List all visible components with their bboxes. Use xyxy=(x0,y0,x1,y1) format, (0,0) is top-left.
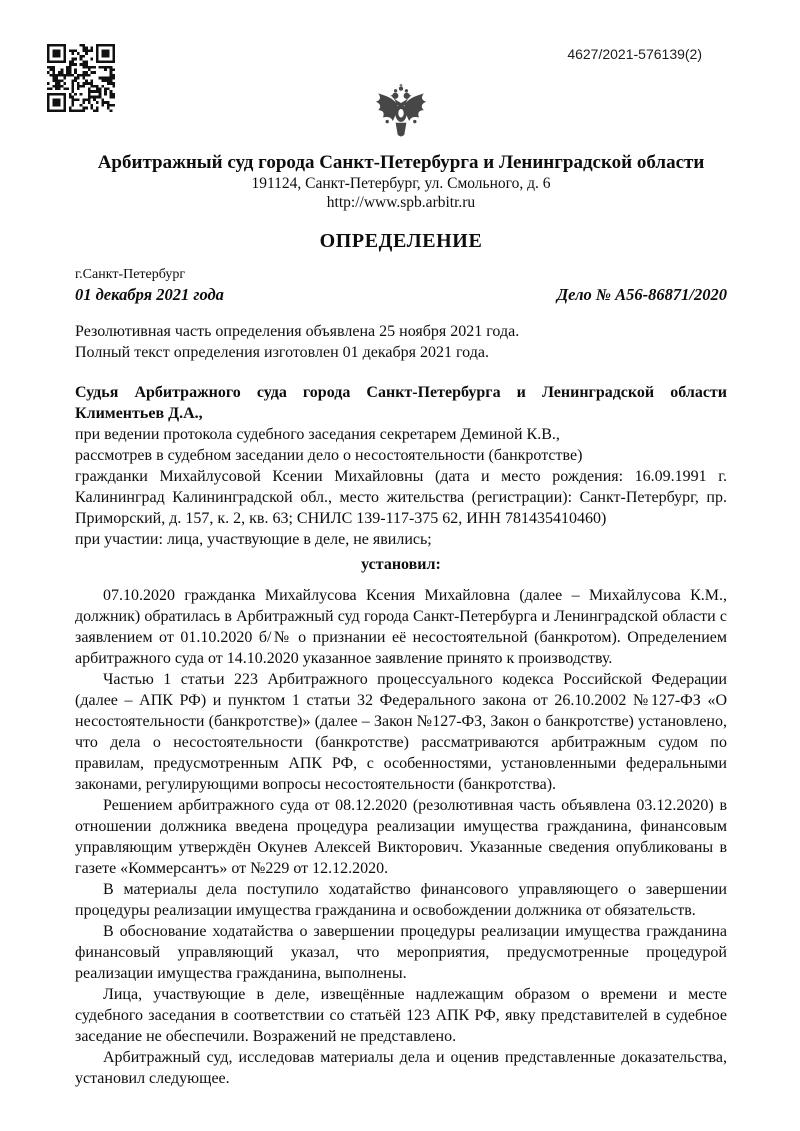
full-text-date-line: Полный текст определения изготовлен 01 декабря 2021 года. xyxy=(75,344,489,361)
document-body xyxy=(75,585,727,1089)
case-subject-line: рассмотрев в судебном заседании дело о несостоятельности (банкротстве) xyxy=(75,447,583,464)
resolutive-part-date-line: Резолютивная часть определения объявлена 25 ноября 2021 года. xyxy=(75,323,520,340)
resolution-heading: установил: xyxy=(361,556,441,573)
court-website: http://www.spb.arbitr.ru xyxy=(326,194,476,211)
court-name: Арбитражный суд города Санкт-Петербурга и Ленинградской области xyxy=(97,152,705,173)
body-paragraph: Лица, участвующие в деле, извещённые надлежащим образом о времени и месте судебного заседания в соответствии со статьёй 123 АПК РФ, явку представителей в судебное заседание не обеспечили. Возражений не представлено. xyxy=(75,986,727,1045)
coat-of-arms-icon xyxy=(369,82,433,148)
attendance-line: при участии: лица, участвующие в деле, не явились; xyxy=(75,531,432,548)
body-paragraph: 07.10.2020 гражданка Михайлусова Ксения Михайловна (далее – Михайлусова К.М., должник) обратилась в Арбитражный суд города Санкт-Петербурга и Ленинградской области с заявлением от 01.10.2020 б/№ о признании её несостоятельной (банкротом). Определением арбитражного суда от 14.10.2020 указанное заявление принято к производству. xyxy=(75,587,727,667)
qr-code-image xyxy=(47,44,115,112)
city-label: г.Санкт-Петербург xyxy=(75,267,186,282)
case-number: Дело № А56-86871/2020 xyxy=(556,285,727,304)
body-paragraph: Арбитражный суд, исследовав материалы дела и оценив представленные доказательства, установил следующее. xyxy=(75,1049,727,1087)
document-title: ОПРЕДЕЛЕНИЕ xyxy=(319,230,483,252)
body-paragraph: Решением арбитражного суда от 08.12.2020 (резолютивная часть объявлена 03.12.2020) в отношении должника введена процедура реализации имущества гражданина, финансовым управляющим утверждён Окунев Алексей Викторович. Указанные сведения опубликованы в газете «Коммерсантъ» от №229 от 12.12.2020. xyxy=(75,797,727,877)
secretary-line: при ведении протокола судебного заседания секретарем Деминой К.В., xyxy=(75,426,560,443)
body-paragraph: В материалы дела поступило ходатайство финансового управляющего о завершении процедуры реализации имущества гражданина и освобождении должника от обязательств. xyxy=(75,881,727,919)
document-registry-number: 4627/2021-576139(2) xyxy=(567,46,702,62)
body-paragraph: Частью 1 статьи 223 Арбитражного процессуального кодекса Российской Федерации (далее – АПК РФ) и пунктом 1 статьи 32 Федерального закона от 26.10.2002 №127-ФЗ «О несостоятельности (банкротстве)» (далее – Закон №127-ФЗ, Закон о банкротстве) установлено, что дела о несостоятельности (банкротстве) рассматриваются арбитражным судом по правилам, предусмотренным АПК РФ, с особенностями, установленными федеральными законами, регулирующими вопросы несостоятельности (банкротства). xyxy=(75,671,727,793)
decision-date: 01 декабря 2021 года xyxy=(75,285,224,304)
body-paragraph: В обоснование ходатайства о завершении процедуры реализации имущества гражданина финансовый управляющий указал, что мероприятия, предусмотренные процедурой реализации имущества гражданина, выполнены. xyxy=(75,923,727,982)
judge-line: Судья Арбитражного суда города Санкт-Петербурга и Ленинградской области Климентьев Д.А., xyxy=(75,384,727,422)
court-address: 191124, Санкт-Петербург, ул. Смольного, д. 6 xyxy=(251,175,551,192)
debtor-details-line: гражданки Михайлусовой Ксении Михайловны (дата и место рождения: 16.09.1991 г. Калининград Калининградской обл., место жительства (регистрации): Санкт-Петербург, пр. Приморский, д. 157, к. 2, кв. 63; СНИЛС 139-117-375 62, ИНН 781435410460) xyxy=(75,468,727,527)
qr-code xyxy=(47,44,115,112)
